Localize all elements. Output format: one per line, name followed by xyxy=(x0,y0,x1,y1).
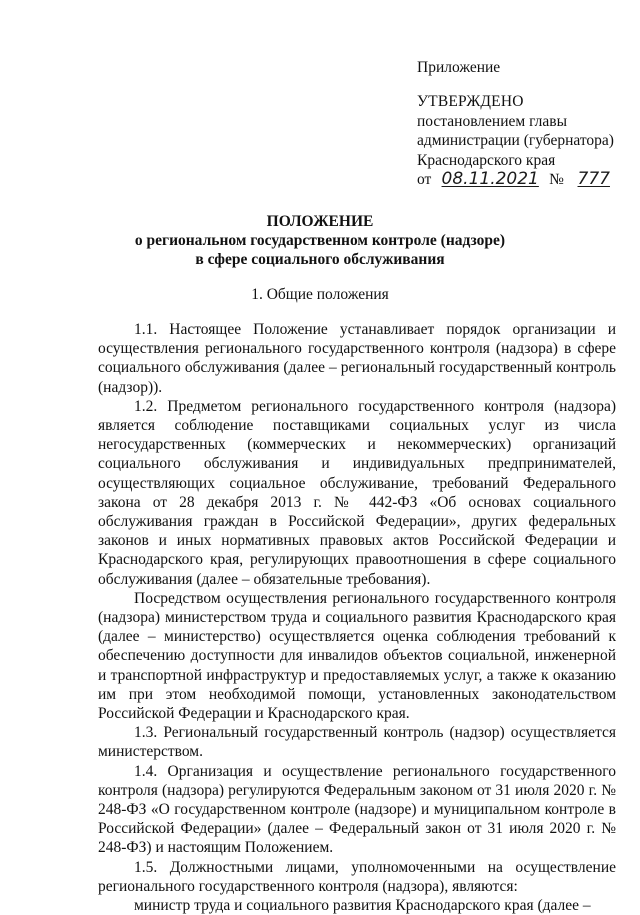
approval-block xyxy=(417,92,620,190)
document-subtitle-line-1: о региональном государственном контроле (надзоре) xyxy=(134,232,506,249)
paragraph-1-2: 1.2. Предметом регионального государственного контроля (надзора) является соблюдение поставщиками социальных услуг из числа негосударственных (коммерческих и некоммерческих) организаций социального обслуживания и индивидуальных предпринимателей, осуществляющих социальное обслуживание, требований Федерального закона от 28 декабря 2013 г. № 442-ФЗ «Об основах социального обслуживания граждан в Российской Федерации», других федеральных законов и иных нормативных правовых актов Российской Федерации и Краснодарского края, регулирующих правоотношения в сфере социального обслуживания (далее – обязательные требования). xyxy=(98,397,616,588)
number-sign: № xyxy=(549,171,564,188)
document-title: ПОЛОЖЕНИЕ xyxy=(266,213,374,230)
appendix-label: Приложение xyxy=(417,59,501,76)
approved-line-3: Краснодарского края xyxy=(417,151,556,169)
paragraph-1-5: 1.5. Должностными лицами, уполномоченными на осуществление регионального государственного контроля (надзора), являются: xyxy=(98,858,616,895)
section-heading: 1. Общие положения xyxy=(251,286,389,303)
approved-line-1: постановлением главы xyxy=(417,112,567,130)
paragraph-1-4: 1.4. Организация и осуществление регионального государственного контроля (надзора) регулируются Федеральным законом от 31 июля 2020 г. № 248-ФЗ «О государственном контроле (надзоре) и муниципальном контроле в Российской Федерации» (далее – Федеральный закон от 31 июля 2020 г. № 248-ФЗ) и настоящим Положением. xyxy=(98,762,616,857)
paragraph-1-2-continued: Посредством осуществления регионального государственного контроля (надзора) министерством труда и социального развития Краснодарского края (далее – министерство) осуществляется оценка соблюдения требований к обеспечению доступности для инвалидов объектов социальной, инженерной и транспортной инфраструктур и предоставляемых услуг, а также к оказанию им при этом необходимой помощи, установленных законодательством Российской Федерации и Краснодарского края. xyxy=(98,589,616,723)
paragraph-1-5-item: министр труда и социального развития Краснодарского края (далее – xyxy=(134,897,591,915)
paragraph-1-1: 1.1. Настоящее Положение устанавливает порядок организации и осуществления регионального государственного контроля (надзора) в сфере социального обслуживания (далее – региональный государственный контроль (надзор)). xyxy=(98,321,616,396)
document-subtitle-line-2: в сфере социального обслуживания xyxy=(195,251,445,268)
handwritten-date: 08.11.2021 xyxy=(441,169,539,189)
date-prefix: от xyxy=(417,171,432,188)
approved-caption: УТВЕРЖДЕНО xyxy=(417,93,524,110)
handwritten-number: 777 xyxy=(577,169,610,189)
date-number-row xyxy=(417,170,620,190)
approved-line-2: администрации (губернатора) xyxy=(417,132,614,149)
paragraph-1-3: 1.3. Региональный государственный контроль (надзор) осуществляется министерством. xyxy=(98,724,616,761)
document-body xyxy=(98,320,616,915)
